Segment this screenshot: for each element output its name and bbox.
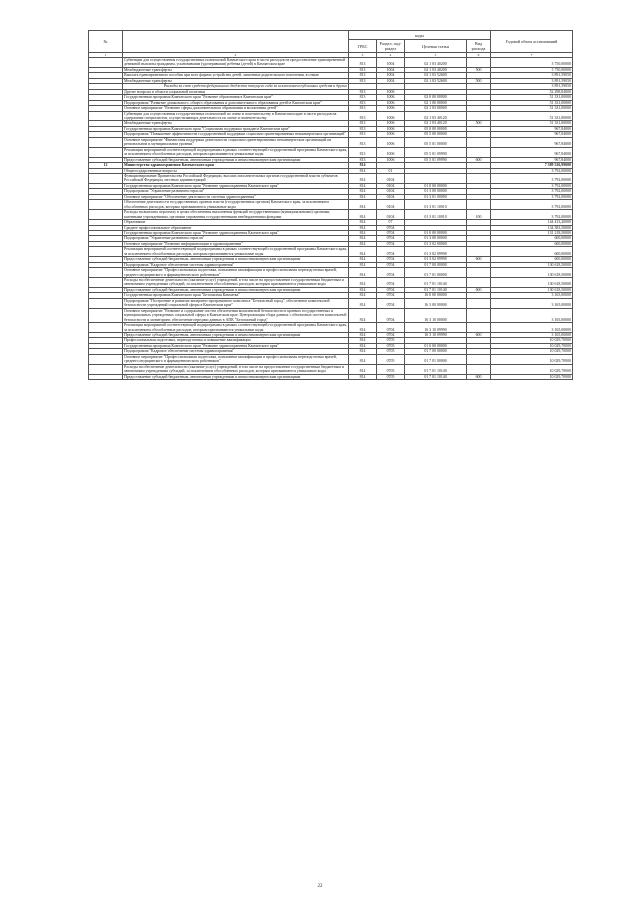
row-amount: 130 618,50000	[491, 287, 573, 292]
row-target-article	[405, 173, 467, 183]
row-amount: 10 029,70000	[491, 349, 573, 354]
row-name: Подпрограмма "Повышение эффективности государственной поддержки социально ориентированных некоммерческих организаций"	[123, 132, 349, 137]
row-name: Подпрограмма "Развитие дошкольного, общего образования и дополнительного образования детей в Камчатском крае"	[123, 100, 349, 105]
row-expense-type: 600	[467, 374, 491, 379]
row-razdel: 0704	[377, 230, 405, 235]
row-name: Предоставление субсидий бюджетным, автономным учреждениям и иным некоммерческим организациям	[123, 333, 349, 338]
table-row	[89, 364, 573, 374]
row-razdel: 1004	[377, 58, 405, 68]
row-amount: 52 298,84000	[491, 89, 573, 94]
row-name: Субвенции для осуществления государственных полномочий Камчатского края в части расходов на предоставление единовременной денежной выплаты гражданам, усыновившим (удочерившим) ребенка (детей) в Камчатском крае	[123, 58, 349, 68]
row-expense-type: 500	[467, 67, 491, 72]
row-amount: 967,84000	[491, 147, 573, 157]
table-row	[89, 247, 573, 257]
row-name: Предоставление субсидий бюджетным, автономным учреждениям и иным некоммерческим организациям	[123, 157, 349, 162]
row-number	[89, 364, 123, 374]
row-grbs: 814	[349, 343, 377, 348]
row-name: Государственная программа Камчатского края "Развитие здравоохранения Камчатского края"	[123, 230, 349, 235]
row-razdel: 0705	[377, 364, 405, 374]
row-expense-type	[467, 308, 491, 322]
row-razdel: 0704	[377, 236, 405, 241]
row-amount: 130 618,50000	[491, 268, 573, 278]
header-annual: Годовой объем ассигнований	[491, 31, 573, 53]
row-name: Основное мероприятие "Финансовая поддержка деятельности социально ориентированных некоммерческих организаций на региональном и муниципальном уровнях"	[123, 137, 349, 147]
row-amount: 600,00000	[491, 241, 573, 246]
row-grbs: 813	[349, 78, 377, 83]
row-grbs: 813	[349, 73, 377, 78]
header-razdel: Раздел, под-раздел	[377, 40, 405, 53]
row-grbs: 814	[349, 200, 377, 210]
row-amount: 967,84000	[491, 137, 573, 147]
row-target-article: 05 5 01 09990	[405, 147, 467, 157]
row-grbs: 814	[349, 268, 377, 278]
row-grbs: 814	[349, 287, 377, 292]
row-grbs: 813	[349, 121, 377, 126]
row-amount: 3 792,00000	[491, 194, 573, 199]
row-expense-type	[467, 268, 491, 278]
row-expense-type	[467, 364, 491, 374]
row-name: Подпрограмма "Кадровое обеспечение системы здравоохранения"	[123, 262, 349, 267]
row-target-article: 01 0 00 00000	[405, 343, 467, 348]
row-name: Межбюджетные трансферты	[123, 67, 349, 72]
row-target-article: 01 7 01 00000	[405, 268, 467, 278]
row-expense-type	[467, 58, 491, 68]
row-grbs: 814	[349, 338, 377, 343]
row-grbs: 813	[349, 157, 377, 162]
row-grbs: 814	[349, 257, 377, 262]
row-name: Подпрограмма "Кадровое обеспечение системы здравоохранения"	[123, 349, 349, 354]
row-target-article: 02 0 00 00000	[405, 95, 467, 100]
row-target-article: 01 7 01 10140	[405, 374, 467, 379]
table-row	[89, 354, 573, 364]
row-name: Предоставление субсидий бюджетным, автономным учреждениям и иным некоммерческим организациям	[123, 287, 349, 292]
row-amount: 3 792,00000	[491, 168, 573, 173]
row-grbs: 814	[349, 189, 377, 194]
row-number	[89, 173, 123, 183]
row-razdel: 0104	[377, 194, 405, 199]
row-number	[89, 247, 123, 257]
table-row	[89, 137, 573, 147]
row-grbs: 814	[349, 230, 377, 235]
header-name	[123, 31, 349, 53]
row-razdel: 1004	[377, 67, 405, 72]
row-grbs: 814	[349, 298, 377, 308]
row-grbs: 813	[349, 67, 377, 72]
row-razdel: 0705	[377, 349, 405, 354]
row-name: Государственная программа Камчатского края "Социальная поддержка граждан в Камчатском крае"	[123, 126, 349, 131]
row-grbs: 814	[349, 183, 377, 188]
row-name: Основное мероприятие "Обеспечение деятельности системы здравоохранения"	[123, 194, 349, 199]
row-grbs: 813	[349, 132, 377, 137]
row-grbs: 814	[349, 220, 377, 225]
row-expense-type: 600	[467, 157, 491, 162]
row-razdel: 0704	[377, 323, 405, 333]
row-amount: 10 029,70000	[491, 343, 573, 348]
row-name: Выплата единовременного пособия при всех формах устройства детей, лишенных родительского попечения, в семью	[123, 73, 349, 78]
row-amount: 3 792,00000	[491, 200, 573, 210]
row-expense-type: 500	[467, 121, 491, 126]
row-name: Основное мероприятие "Развитие информатизации в здравоохранении"	[123, 241, 349, 246]
row-expense-type	[467, 111, 491, 121]
row-target-article: 02 1 03 52600	[405, 73, 467, 78]
row-number	[89, 354, 123, 364]
row-amount: 3 750,00000	[491, 58, 573, 68]
row-razdel: 1004	[377, 78, 405, 83]
row-name: Основное мероприятие "Развитие сферы дополнительного образования и воспитания детей"	[123, 106, 349, 111]
table-row	[89, 210, 573, 220]
row-amount: 144 413,20000	[491, 220, 573, 225]
row-number	[89, 278, 123, 288]
row-name: Государственная программа Камчатского края "Развитие здравоохранения Камчатского края"	[123, 183, 349, 188]
budget-table	[88, 30, 573, 380]
row-amount: 130 618,50000	[491, 262, 573, 267]
row-razdel: 1004	[377, 73, 405, 78]
row-razdel: 1006	[377, 147, 405, 157]
row-name: Министерство здравоохранения Камчатского края	[123, 163, 349, 168]
column-index: 4	[377, 53, 405, 58]
row-amount: 3 165,00000	[491, 323, 573, 333]
row-grbs: 814	[349, 173, 377, 183]
row-expense-type	[467, 247, 491, 257]
row-amount: 3 165,00000	[491, 308, 573, 322]
row-name: Образование	[123, 220, 349, 225]
row-razdel: 0704	[377, 298, 405, 308]
row-target-article: 05 5 01 09990	[405, 157, 467, 162]
column-index: 3	[349, 53, 377, 58]
row-grbs: 813	[349, 106, 377, 111]
row-expense-type	[467, 278, 491, 288]
row-razdel: 0104	[377, 173, 405, 183]
row-target-article: 01 7 01 10140	[405, 364, 467, 374]
column-index: 2	[123, 53, 349, 58]
row-amount: 51 331,00000	[491, 111, 573, 121]
row-razdel: 0704	[377, 278, 405, 288]
row-grbs: 814	[349, 168, 377, 173]
row-target-article: 02 1 03 40120	[405, 121, 467, 126]
row-amount: 3 165,00000	[491, 298, 573, 308]
row-razdel: 0704	[377, 293, 405, 298]
row-grbs: 814	[349, 247, 377, 257]
row-number	[89, 137, 123, 147]
page-number: 22	[317, 884, 323, 889]
row-razdel: 1006	[377, 100, 405, 105]
row-target-article: 01 0 00 00000	[405, 230, 467, 235]
row-grbs: 813	[349, 89, 377, 94]
row-name: Межбюджетные трансферты	[123, 78, 349, 83]
row-target-article: 02 1 03 52600	[405, 78, 467, 83]
row-amount: 3 792,00000	[491, 189, 573, 194]
row-target-article: 01 3 00 00000	[405, 236, 467, 241]
table-row	[89, 173, 573, 183]
row-name: Основное мероприятие "Развитие и содержание систем обеспечения комплексной безопасности в краевых государственных и муниципальных учреждениях социальной сферы в Камчатском крае. Централизация сбора данных с объектовых систем комплексной безопасности и мониторинг, обеспечение передачи данных в АПК "Безопасный город"	[123, 308, 349, 322]
table-row	[89, 278, 573, 288]
row-number	[89, 210, 123, 220]
row-amount: 3 792,00000	[491, 173, 573, 183]
row-razdel: 0705	[377, 343, 405, 348]
row-amount: 3 792,00000	[491, 210, 573, 220]
row-expense-type	[467, 137, 491, 147]
row-target-article: 02 1 03 00000	[405, 106, 467, 111]
row-grbs: 813	[349, 58, 377, 68]
row-amount: 7 389 526,99000	[491, 163, 573, 168]
row-grbs: 814	[349, 210, 377, 220]
row-name: Реализация мероприятий соответствующей подпрограммы в рамках соответствующей государственной программы Камчатского края, за исключением обособленных расходов, которым присваиваются уникальные коды	[124, 247, 347, 256]
row-target-article: 01 7 01 10140	[405, 278, 467, 288]
row-razdel: 0104	[377, 183, 405, 188]
row-target-article: 01 7 00 00000	[405, 262, 467, 267]
row-target-article: 05 0 00 00000	[405, 126, 467, 131]
row-expense-type: 100	[467, 210, 491, 220]
row-target-article: 01 7 01 00000	[405, 354, 467, 364]
table-header	[89, 31, 573, 58]
row-target-article: 16 3 10 09990	[405, 333, 467, 338]
row-razdel: 1006	[377, 121, 405, 126]
row-amount: 967,84000	[491, 126, 573, 131]
row-target-article: 01 7 01 10140	[405, 287, 467, 292]
row-target-article: 01 3 02 09990	[405, 247, 467, 257]
row-grbs: 814	[349, 236, 377, 241]
row-grbs: 814	[349, 374, 377, 379]
row-target-article: 01 0 00 00000	[405, 183, 467, 188]
row-amount: 967,84000	[491, 132, 573, 137]
row-target-article: 01 3 00 00000	[405, 189, 467, 194]
row-target-article: 01 7 00 00000	[405, 349, 467, 354]
row-razdel: 0704	[377, 257, 405, 262]
row-target-article: 05 5 01 00000	[405, 137, 467, 147]
row-target-article: 16 3 00 00000	[405, 298, 467, 308]
row-expense-type	[467, 147, 491, 157]
row-amount: 134 383,50000	[491, 225, 573, 230]
table-row	[89, 323, 573, 333]
row-amount: 3 165,00000	[491, 333, 573, 338]
row-target-article: 05 5 00 00000	[405, 132, 467, 137]
row-grbs: 814	[349, 308, 377, 322]
row-number	[89, 323, 123, 333]
table-row	[89, 147, 573, 157]
row-name: Другие вопросы в области социальной политики	[123, 89, 349, 94]
row-name: Общегосударственные вопросы	[123, 168, 349, 173]
row-name: Государственная программа Камчатского края "Развитие здравоохранения Камчатского края"	[123, 343, 349, 348]
row-expense-type	[467, 200, 491, 210]
row-name: Реализация мероприятий соответствующей подпрограммы в рамках соответствующей государственной программы Камчатского края, за исключением обособленных расходов, которым присваиваются уникальные коды	[124, 323, 347, 332]
row-razdel: 07	[377, 220, 405, 225]
table-row	[89, 58, 573, 68]
row-grbs: 814	[349, 323, 377, 333]
row-amount: 10 029,70000	[491, 374, 573, 379]
row-target-article: 02 1 03 40200	[405, 67, 467, 72]
row-amount: 3 891,59050	[491, 73, 573, 78]
row-name: Расходы на обеспечение деятельности (оказание услуг) учреждений, в том числе на предоставление государственным бюджетным и автономным учреждениям субсидий, за исключением обособленных расходов, которым присваиваются уникальные коды	[123, 364, 349, 374]
row-target-article: 16 3 10 00000	[405, 308, 467, 322]
row-number	[89, 111, 123, 121]
row-grbs: 813	[349, 126, 377, 131]
row-target-article: 01 3 01 00000	[405, 194, 467, 199]
row-grbs: 813	[349, 95, 377, 100]
row-grbs: 814	[349, 293, 377, 298]
row-amount: 10 029,70000	[491, 338, 573, 343]
row-razdel: 01	[377, 168, 405, 173]
row-expense-type: 600	[467, 333, 491, 338]
row-razdel: 0704	[377, 247, 405, 257]
row-razdel: 1006	[377, 89, 405, 94]
row-razdel: 1006	[377, 95, 405, 100]
row-grbs: 814	[349, 163, 377, 168]
row-grbs: 814	[349, 354, 377, 364]
row-name: Предоставление субсидий бюджетным, автономным учреждениям и иным некоммерческим организациям	[123, 257, 349, 262]
row-razdel: 0104	[377, 200, 405, 210]
row-amount: 10 029,70000	[491, 364, 573, 374]
column-index: 7	[491, 53, 573, 58]
row-amount: 51 331,00000	[491, 100, 573, 105]
table-row	[89, 268, 573, 278]
row-target-article: 01 3 01 10010	[405, 200, 467, 210]
header-num: №	[89, 31, 123, 53]
row-target-article: 01 3 02 09990	[405, 257, 467, 262]
row-amount: 967,84000	[491, 157, 573, 162]
header-target-article: Целевая статья	[405, 40, 467, 53]
row-amount: 3 891,59050	[491, 78, 573, 83]
row-amount: 10 029,70000	[491, 354, 573, 364]
row-amount: 130 618,50000	[491, 278, 573, 288]
row-amount: 3 165,00000	[491, 293, 573, 298]
row-razdel: 0704	[377, 287, 405, 292]
row-grbs: 813	[349, 100, 377, 105]
row-expense-type: 600	[467, 257, 491, 262]
row-amount: 3 750,00000	[491, 67, 573, 72]
row-razdel: 0704	[377, 225, 405, 230]
row-name: Основное мероприятие "Профессиональная подготовка, повышение квалификации и профессиональная переподготовка врачей, среднего медицинского и фармацевтического работников"	[123, 354, 349, 364]
row-expense-type	[467, 354, 491, 364]
row-amount: 131 218,50000	[491, 230, 573, 235]
row-number	[89, 308, 123, 322]
header-expense-type: Вид расхода	[467, 40, 491, 53]
row-name: Расходы за счет средств федерального бюджета текущего года за исключением публичных средств и других	[123, 84, 349, 89]
row-name: Функционирование Правительства Российской Федерации, высших исполнительных органов государственной власти субъектов Российской Федерации, местных администраций	[123, 173, 349, 183]
row-razdel: 0705	[377, 374, 405, 379]
row-target-article: 01 3 01 10010	[405, 210, 467, 220]
row-name: Основное мероприятие "Профессиональная подготовка, повышение квалификации и профессиональная переподготовка врачей, среднего медицинского и фармацевтического работников"	[123, 268, 349, 278]
row-number	[89, 374, 123, 379]
column-index: 1	[89, 53, 123, 58]
row-amount: 600,00000	[491, 247, 573, 257]
row-grbs: 814	[349, 278, 377, 288]
row-name: Подпрограмма "Управление развитием отрасли"	[123, 189, 349, 194]
row-grbs: 814	[349, 262, 377, 267]
row-razdel: 0104	[377, 210, 405, 220]
row-grbs: 813	[349, 147, 377, 157]
row-target-article: 16 3 10 09990	[405, 323, 467, 333]
row-name: Межбюджетные трансферты	[123, 121, 349, 126]
row-number	[89, 58, 123, 68]
row-grbs: 813	[349, 137, 377, 147]
row-number	[89, 298, 123, 308]
row-razdel: 0705	[377, 354, 405, 364]
table-row	[89, 298, 573, 308]
row-grbs: 814	[349, 364, 377, 374]
row-number	[89, 200, 123, 210]
row-razdel: 1006	[377, 111, 405, 121]
table-row	[89, 374, 573, 379]
row-expense-type	[467, 323, 491, 333]
table-row	[89, 200, 573, 210]
row-amount: 51 331,00000	[491, 106, 573, 111]
row-razdel: 0705	[377, 338, 405, 343]
row-name: Субвенции для осуществления государственных полномочий по опеке и попечительству в Камчатском крае в части расходов на содержание специалистов, осуществляющих деятельность по опеке и попечительству	[123, 111, 349, 121]
row-expense-type	[467, 173, 491, 183]
row-amount: 51 331,00000	[491, 121, 573, 126]
header-grbs: ГРБС	[349, 40, 377, 53]
row-razdel: 1006	[377, 106, 405, 111]
row-grbs: 814	[349, 349, 377, 354]
row-expense-type	[467, 298, 491, 308]
row-target-article: 02 1 00 00000	[405, 100, 467, 105]
row-name: Расходы на выплаты персоналу в целях обеспечения выполнения функций государственными (муниципальными) органами, казенными учреждениями, органами управления государственными внебюджетными фондами	[123, 210, 349, 220]
row-name: Обеспечение деятельности государственных органов власти (государственных органов) Камчатского края, за исключением обособленных расходов, которым присваиваются уникальные коды	[123, 200, 349, 210]
row-name: Государственная программа Камчатского края "Безопасная Камчатка"	[123, 293, 349, 298]
row-amount: 600,00000	[491, 257, 573, 262]
row-grbs: 814	[349, 241, 377, 246]
row-expense-type: 500	[467, 78, 491, 83]
row-name: Профессиональная подготовка, переподготовка и повышение квалификации	[123, 338, 349, 343]
row-amount: 3 891,59050	[491, 84, 573, 89]
row-name: Расходы на обеспечение деятельности (оказание услуг) учреждений, в том числе на предоставление государственным бюджетным и автономным учреждениям субсидий, за исключением обособленных расходов, которым присваиваются уникальные коды	[123, 278, 349, 288]
row-razdel: 0704	[377, 333, 405, 338]
row-target-article: 02 1 03 40120	[405, 111, 467, 121]
row-target-article: 01 3 02 00000	[405, 241, 467, 246]
row-razdel: 1006	[377, 126, 405, 131]
row-number: 12	[89, 163, 123, 168]
row-expense-type: 600	[467, 287, 491, 292]
row-razdel: 0704	[377, 241, 405, 246]
row-razdel: 0704	[377, 268, 405, 278]
row-razdel: 1006	[377, 132, 405, 137]
row-name: Предоставление субсидий бюджетным, автономным учреждениям и иным некоммерческим организациям	[123, 374, 349, 379]
row-name: Подпрограмма "Управление развитием отрасли"	[123, 236, 349, 241]
row-grbs: 814	[349, 333, 377, 338]
row-amount: 3 792,00000	[491, 183, 573, 188]
row-name: Реализация мероприятий соответствующей подпрограммы в рамках соответствующей государственной программы Камчатского края, за исключением обособленных расходов, которым присваиваются уникальные коды	[124, 147, 347, 157]
row-name: Государственная программа Камчатского края "Развитие образования в Камчатском крае"	[123, 95, 349, 100]
row-name: Подпрограмма "Построение и развитие аппаратно-программного комплекса "Безопасный город", обеспечение комплексной безопасности учреждений социальной сферы в Камчатском крае"	[123, 298, 349, 308]
row-grbs: 813	[349, 111, 377, 121]
row-number	[89, 147, 123, 157]
row-grbs: 814	[349, 225, 377, 230]
row-number	[89, 268, 123, 278]
row-target-article: 16 0 00 00000	[405, 293, 467, 298]
header-codes: коды	[349, 31, 491, 40]
row-razdel: 0704	[377, 308, 405, 322]
row-razdel: 0704	[377, 262, 405, 267]
row-name: Среднее профессиональное образование	[123, 225, 349, 230]
row-razdel: 0104	[377, 189, 405, 194]
table-body	[89, 58, 573, 380]
row-target-article: 02 1 03 40200	[405, 58, 467, 68]
row-razdel: 1006	[377, 137, 405, 147]
table-row	[89, 308, 573, 322]
column-index: 5	[405, 53, 467, 58]
row-amount: 51 331,00000	[491, 95, 573, 100]
row-grbs: 814	[349, 194, 377, 199]
row-razdel: 1006	[377, 157, 405, 162]
column-index: 6	[467, 53, 491, 58]
row-amount: 600,00000	[491, 236, 573, 241]
table-row	[89, 111, 573, 121]
